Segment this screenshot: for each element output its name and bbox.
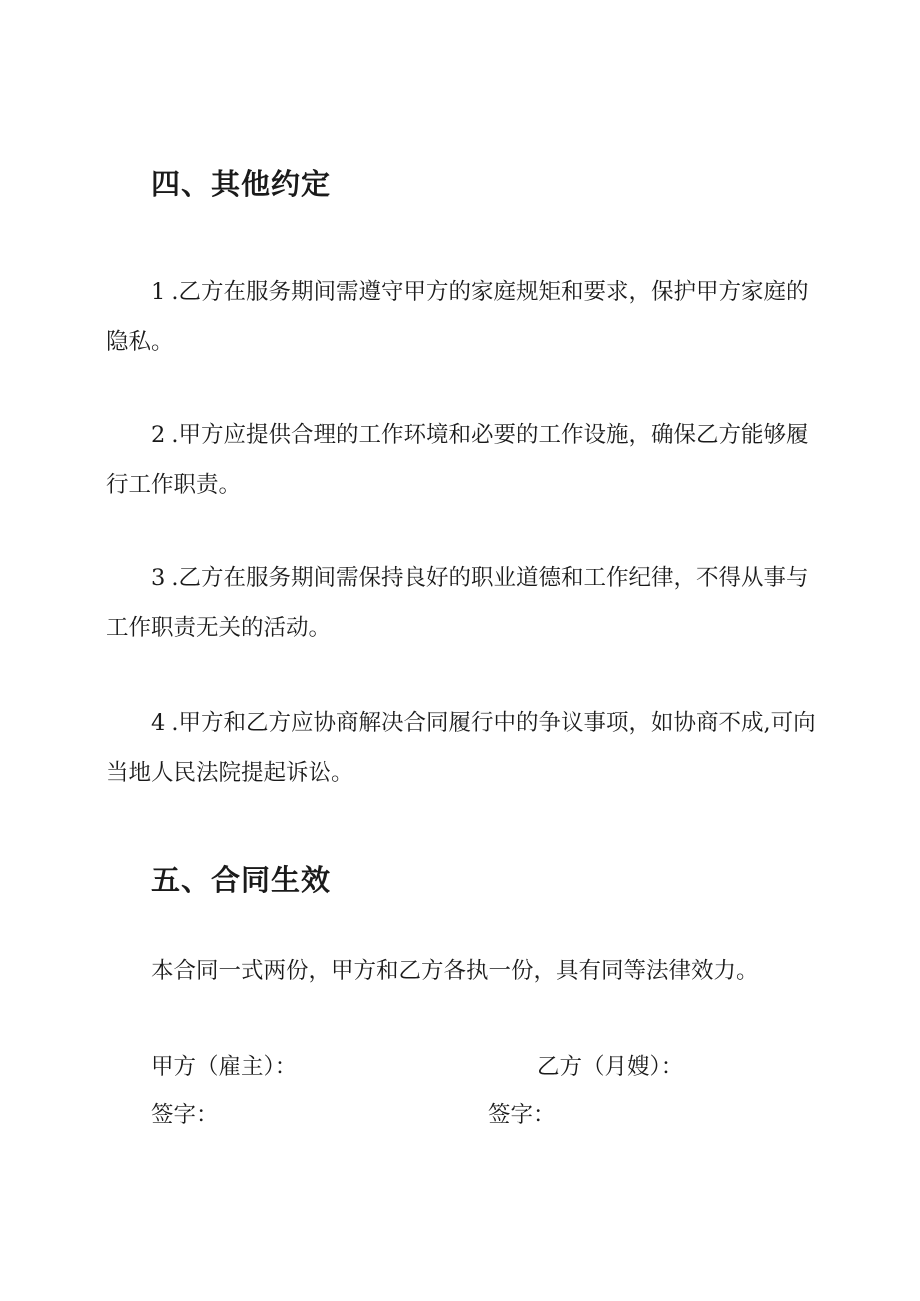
clause-3 [106, 553, 818, 653]
clause-3-number: 3 [151, 565, 166, 591]
party-a-label: 甲方（雇主）： [151, 1054, 298, 1080]
clause-2-number: 2 [151, 422, 166, 448]
clause-1-number: 1 [151, 279, 166, 305]
section-5-body: 本合同一式两份，甲方和乙方各执一份，具有同等法律效力。 [151, 958, 759, 984]
clause-4-text: .甲方和乙方应协商解决合同履行中的争议事项，如协商不成,可向当地人民法院提起诉讼。 [106, 710, 816, 786]
party-a-signature-label: 签字： [151, 1102, 219, 1128]
clause-3-text: .乙方在服务期间需保持良好的职业道德和工作纪律，不得从事与工作职责无关的活动。 [106, 565, 809, 641]
clause-2 [106, 410, 818, 510]
party-b-signature-label: 签字： [488, 1102, 556, 1128]
clause-2-text: .甲方应提供合理的工作环境和必要的工作设施，确保乙方能够履行工作职责。 [106, 422, 809, 498]
clause-1 [106, 267, 818, 367]
party-b-label: 乙方（月嫂）： [537, 1054, 684, 1080]
section-4-title: 四、其他约定 [151, 167, 332, 201]
clause-1-text: .乙方在服务期间需遵守甲方的家庭规矩和要求，保护甲方家庭的隐私。 [106, 279, 809, 355]
clause-4-number: 4 [151, 710, 166, 736]
clause-4 [106, 698, 818, 798]
section-5-title: 五、合同生效 [151, 863, 332, 897]
